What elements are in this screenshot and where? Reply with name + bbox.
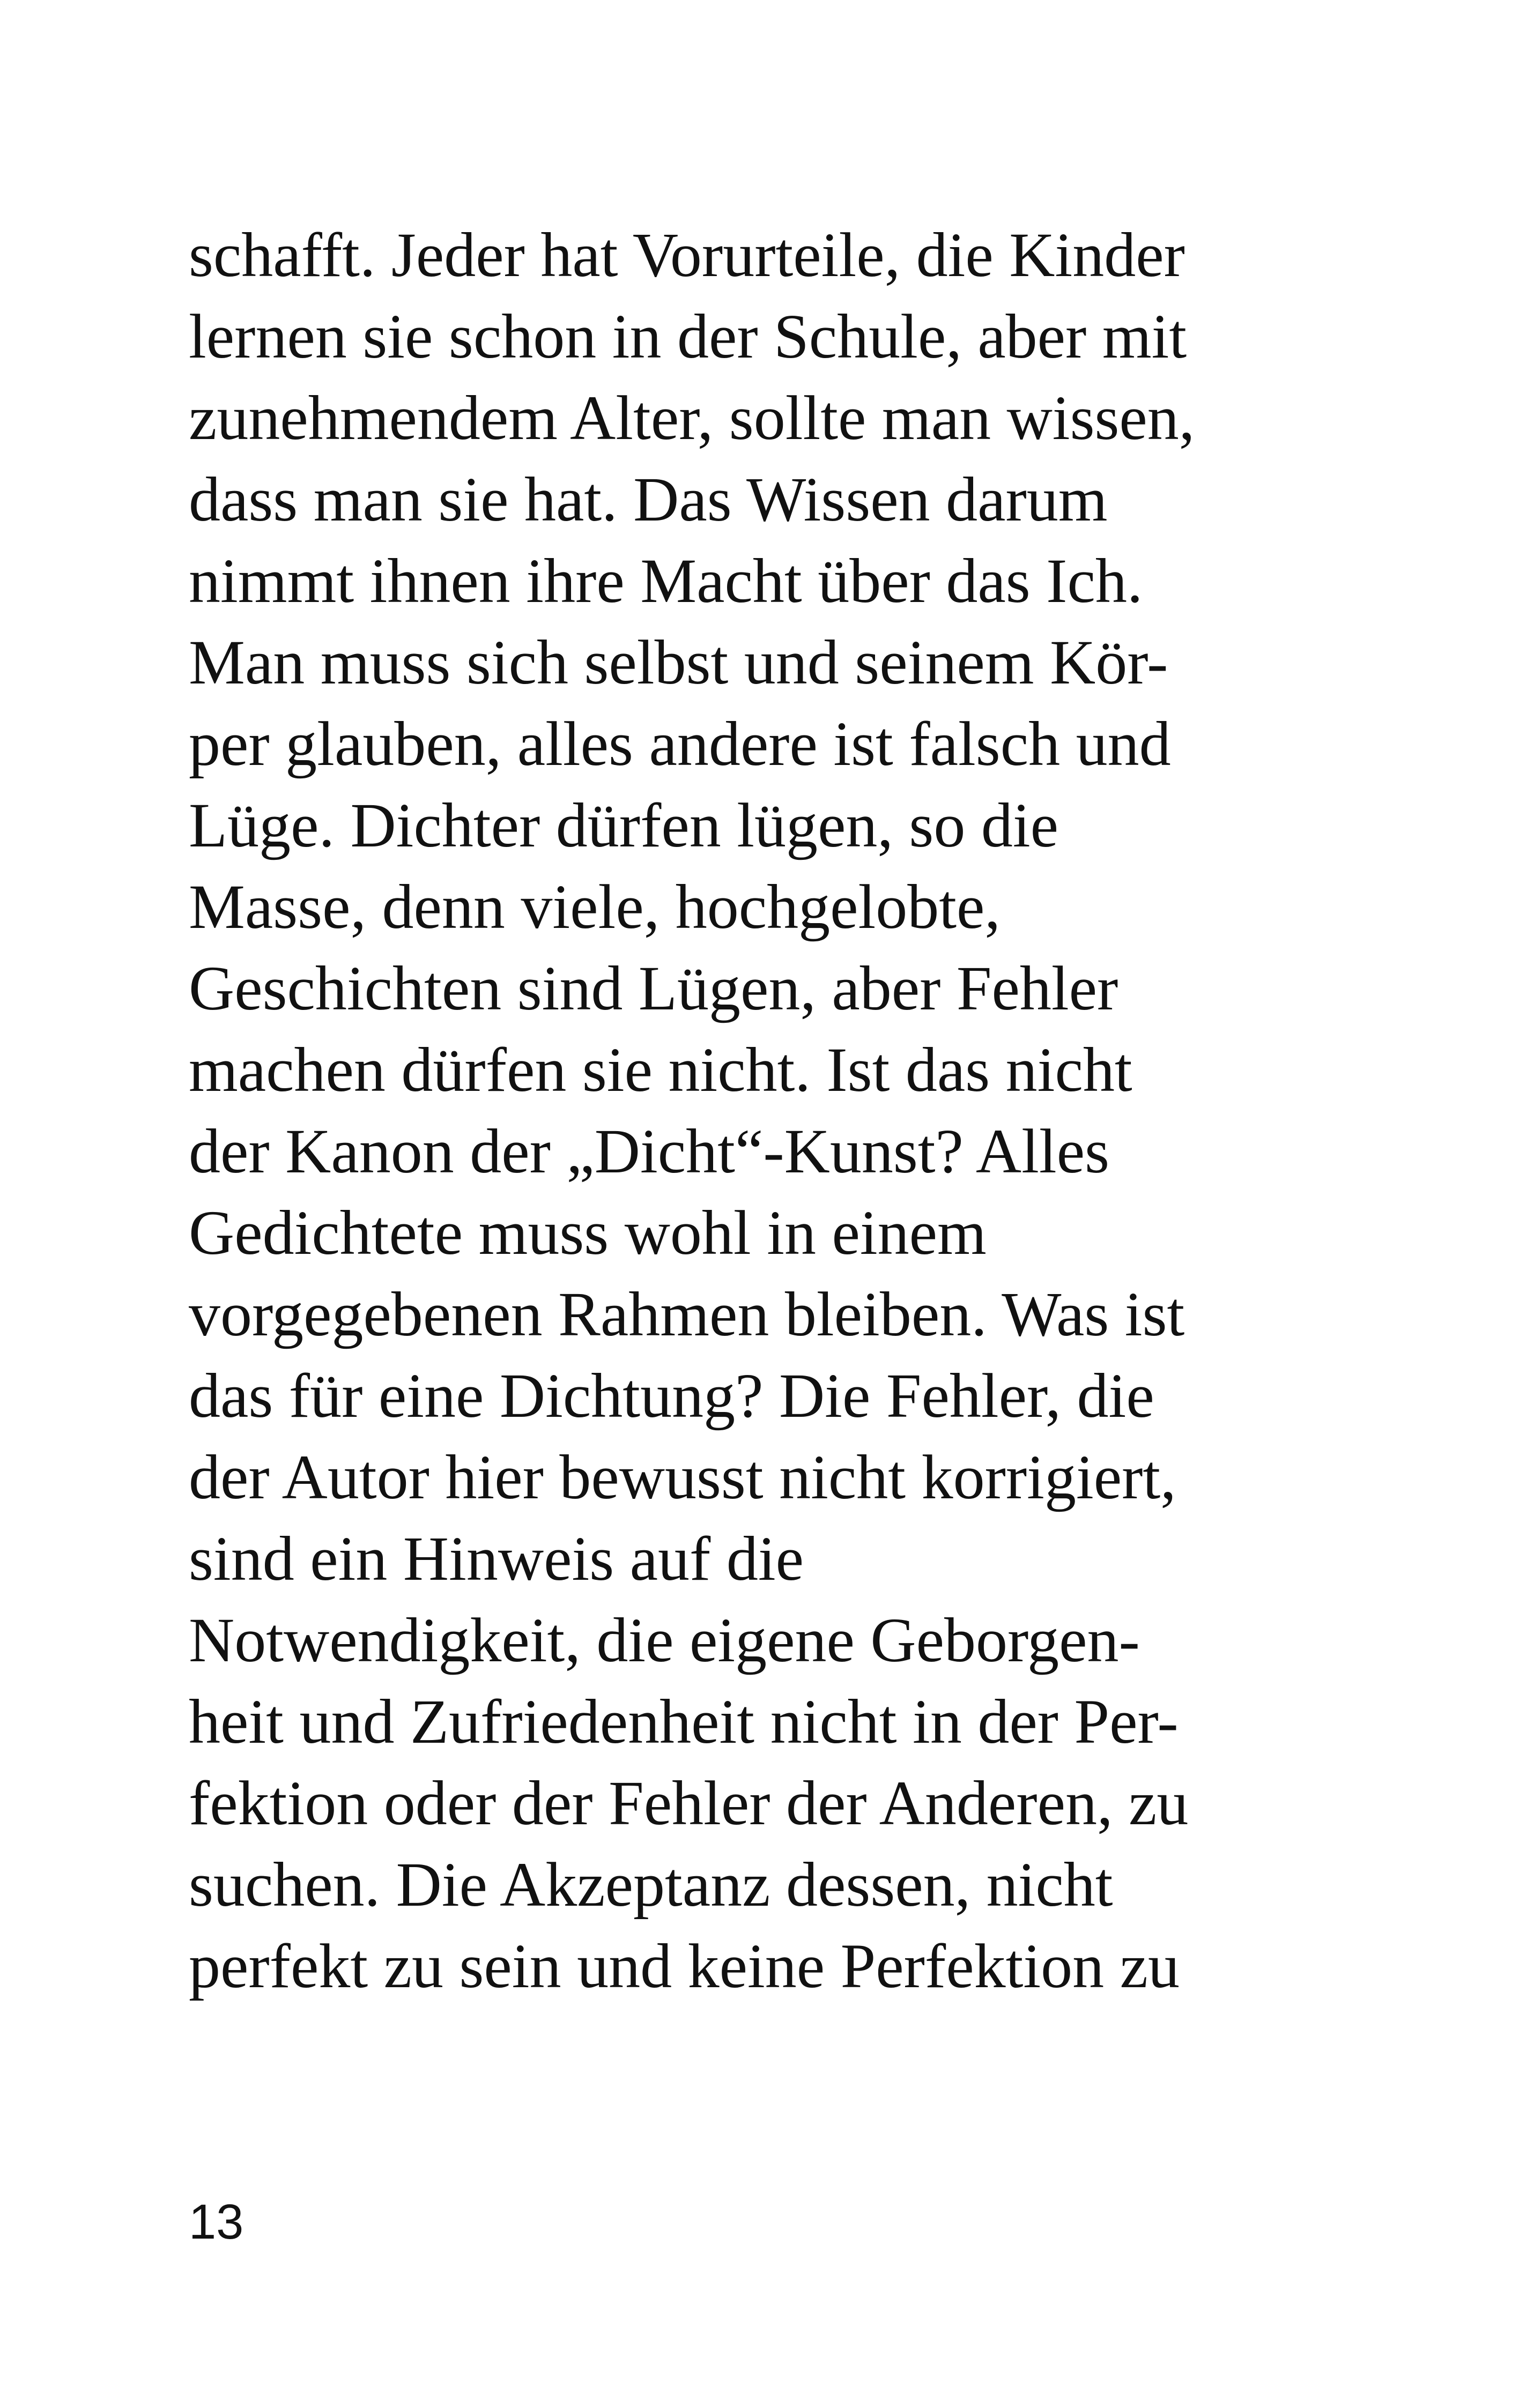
text-line: lernen sie schon in der Schule, aber mit — [189, 301, 1187, 371]
text-line: heit und Zufriedenheit nicht in der Per- — [189, 1686, 1179, 1757]
text-line: Gedichtete muss wohl in einem — [189, 1198, 987, 1268]
text-line: machen dürfen sie nicht. Ist das nicht — [189, 1035, 1132, 1105]
text-line: suchen. Die Akzeptanz dessen, nicht — [189, 1849, 1113, 1920]
text-line: Masse, denn viele, hochgelobte, — [189, 872, 1001, 942]
text-line: per glauben, alles andere ist falsch und — [189, 709, 1171, 779]
text-line: schafft. Jeder hat Vorurteile, die Kinder — [189, 220, 1185, 290]
text-line: perfekt zu sein und keine Perfektion zu — [189, 1931, 1180, 2001]
text-line: vorgegebenen Rahmen bleiben. Was ist — [189, 1279, 1185, 1349]
text-line: Geschichten sind Lügen, aber Fehler — [189, 953, 1118, 1023]
body-text — [189, 214, 1422, 2007]
text-line: der Autor hier bewusst nicht korrigiert, — [189, 1442, 1176, 1512]
text-line: nimmt ihnen ihre Macht über das Ich. — [189, 546, 1143, 616]
text-line: zunehmendem Alter, sollte man wissen, — [189, 383, 1195, 453]
text-line: der Kanon der „Dicht“-Kunst? Alles — [189, 1116, 1109, 1186]
text-line: Lüge. Dichter dürfen lügen, so die — [189, 790, 1058, 860]
text-line: Man muss sich selbst und seinem Kör- — [189, 627, 1168, 697]
text-line: das für eine Dichtung? Die Fehler, die — [189, 1361, 1154, 1431]
text-line: fektion oder der Fehler der Anderen, zu — [189, 1768, 1189, 1838]
text-line: sind ein Hinweis auf die — [189, 1523, 804, 1594]
page-number: 13 — [189, 2195, 244, 2249]
text-line: Notwendigkeit, die eigene Geborgen- — [189, 1605, 1140, 1675]
text-line: dass man sie hat. Das Wissen darum — [189, 464, 1108, 534]
